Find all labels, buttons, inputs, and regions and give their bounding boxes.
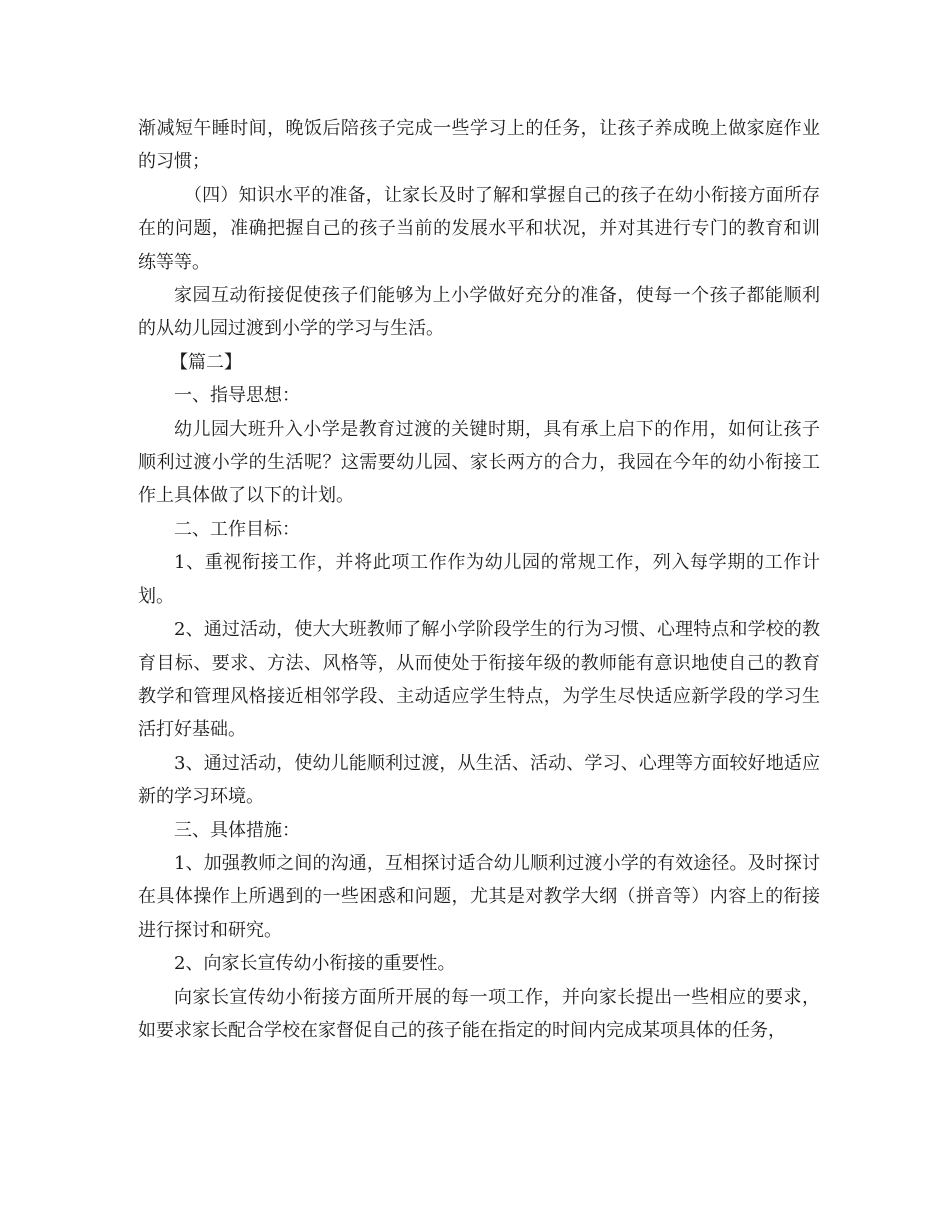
paragraph-1: （四）知识水平的准备，让家长及时了解和掌握自己的孩子在幼小衔接方面所存在的问题，准确把握自己的孩子当前的发展水平和状况，并对其进行专门的教育和训练等等。 (138, 184, 820, 273)
paragraph-8: 2、通过活动，使大大班教师了解小学阶段学生的行为习惯、心理特点和学校的教育目标、要求、方法、风格等，从而使处于衔接年级的教师能有意识地使自己的教育教学和管理风格接近相邻学段、主动适应学生特点，为学生尽快适应新学段的学习生活打好基础。 (138, 619, 820, 741)
section-heading-specific-measures: 三、具体措施： (174, 819, 300, 841)
paragraph-9: 3、通过活动，使幼儿能顺利过渡，从生活、活动、学习、心理等方面较好地适应新的学习环境。 (138, 752, 820, 808)
paragraph-12: 2、向家长宣传幼小衔接的重要性。 (174, 953, 456, 975)
paragraph-11: 1、加强教师之间的沟通，互相探讨适合幼儿顺利过渡小学的有效途径。及时探讨在具体操作上所遇到的一些困惑和问题，尤其是对教学大纲（拼音等）内容上的衔接进行探讨和研究。 (138, 852, 820, 941)
paragraph-0: 渐减短午睡时间，晚饭后陪孩子完成一些学习上的任务，让孩子养成晚上做家庭作业的习惯； (138, 118, 820, 173)
section-heading-work-goals: 二、工作目标： (174, 518, 300, 540)
section-heading-guiding-ideology: 一、指导思想： (174, 385, 300, 407)
paragraph-2: 家园互动衔接促使孩子们能够为上小学做好充分的准备，使每一个孩子都能顺利的从幼儿园过渡到小学的学习与生活。 (138, 285, 820, 340)
paragraph-5: 幼儿园大班升入小学是教育过渡的关键时期，具有承上启下的作用，如何让孩子顺利过渡小学的生活呢？这需要幼儿园、家长两方的合力，我园在今年的幼小衔接工作上具体做了以下的计划。 (138, 418, 820, 507)
paragraph-7: 1、重视衔接工作，并将此项工作作为幼儿园的常规工作，列入每学期的工作计划。 (138, 552, 820, 607)
document-body (138, 112, 820, 1047)
section-heading-part-two: 【篇二】 (170, 351, 242, 373)
paragraph-13: 向家长宣传幼小衔接方面所开展的每一项工作，并向家长提出一些相应的要求，如要求家长配合学校在家督促自己的孩子能在指定的时间内完成某项具体的任务， (138, 986, 820, 1041)
